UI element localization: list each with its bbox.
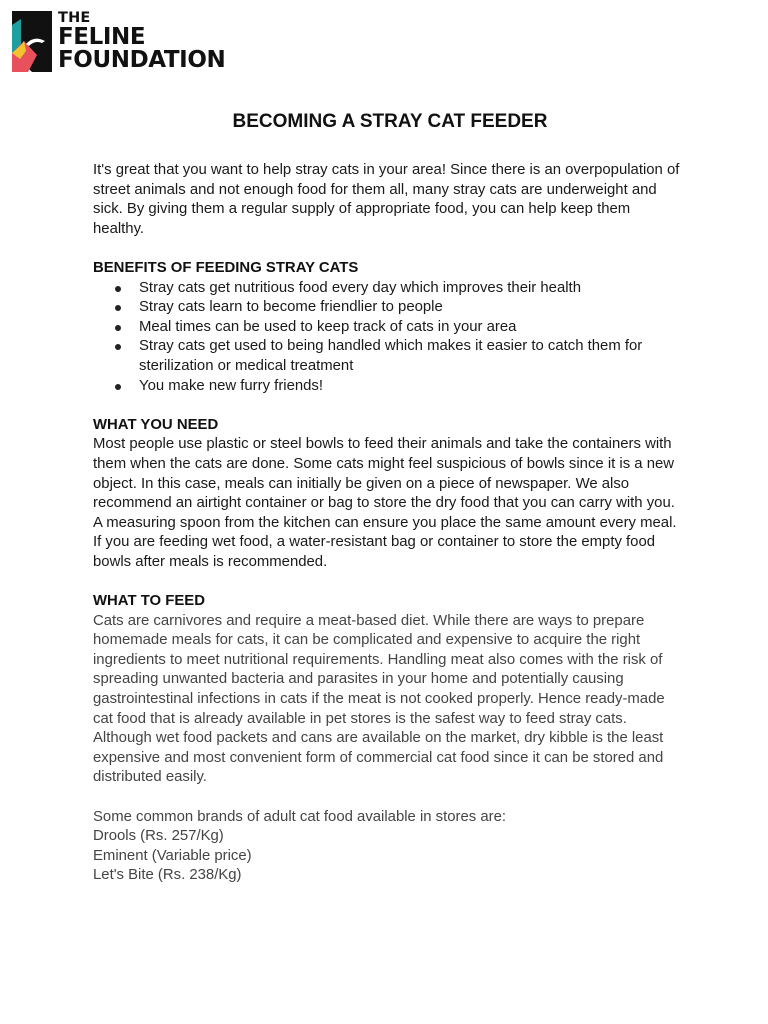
- bullet-icon: [115, 325, 121, 331]
- spacer: [93, 239, 683, 259]
- feline-foundation-logo: [12, 11, 242, 73]
- list-item: [93, 337, 683, 376]
- bullet-icon: [115, 344, 121, 350]
- logo-wordmark: [58, 11, 225, 72]
- list-item: [93, 298, 683, 318]
- list-item-text: Stray cats get nutritious food every day which improves their health: [139, 279, 581, 296]
- bullet-icon: [115, 384, 121, 390]
- benefits-list: [93, 279, 683, 397]
- brands-intro: Some common brands of adult cat food available in stores are:: [93, 808, 507, 825]
- list-item: [93, 318, 683, 338]
- cat-logo-icon: [12, 11, 52, 72]
- what-to-feed-heading: WHAT TO FEED: [93, 593, 205, 610]
- brand-item: Let's Bite (Rs. 238/Kg): [93, 867, 242, 884]
- logo-line-the: THE: [58, 10, 91, 26]
- brands-list: [93, 827, 683, 886]
- what-to-feed-paragraph: Cats are carnivores and require a meat-based diet. While there are ways to prepare homemade meals for cats, it can be complicated and expensive to acquire the right ingredients to meet nutritional requirements. Handling meat also comes with the risk of spreading unwanted bacteria and parasites in your home and potentially causing gastrointestinal infections in cats if the meat is not cooked properly. Hence ready-made cat food that is already available in pet stores is the safest way to feed stray cats. Although wet food packets and cans are available on the market, dry kibble is the least expensive and most convenient form of commercial cat food since it can be stored and distributed easily.: [93, 612, 665, 786]
- list-item: [93, 377, 683, 397]
- brand-item: Eminent (Variable price): [93, 847, 252, 864]
- list-item-text: Meal times can be used to keep track of cats in your area: [139, 318, 517, 335]
- spacer: [93, 396, 683, 416]
- list-item-text: Stray cats get used to being handled which makes it easier to catch them for sterilization or medical treatment: [139, 338, 643, 374]
- bullet-icon: [115, 305, 121, 311]
- list-item-text: Stray cats learn to become friendlier to people: [139, 299, 443, 316]
- logo-line-feline: FELINE: [58, 24, 146, 50]
- what-you-need-paragraph: Most people use plastic or steel bowls to feed their animals and take the containers with them when the cats are done. Some cats might feel suspicious of bowls since it is a new object. In this case, meals can initially be given on a piece of newspaper. We also recommend an airtight container or bag to store the dry food that you can carry with you. A measuring spoon from the kitchen can ensure you place the same amount every meal. If you are feeding wet food, a water-resistant bag or container to store the empty food bowls after meals is recommended.: [93, 436, 677, 570]
- spacer: [93, 788, 683, 808]
- list-item: [93, 279, 683, 299]
- intro-paragraph: It's great that you want to help stray cats in your area! Since there is an overpopulation of street animals and not enough food for them all, many stray cats are underweight and sick. By giving them a regular supply of appropriate food, you can help keep them healthy.: [93, 162, 680, 237]
- document-title: BECOMING A STRAY CAT FEEDER: [232, 111, 548, 132]
- bullet-icon: [115, 286, 121, 292]
- document-body: [93, 109, 683, 886]
- spacer: [93, 572, 683, 592]
- list-item-text: You make new furry friends!: [139, 377, 324, 394]
- benefits-heading: BENEFITS OF FEEDING STRAY CATS: [93, 259, 359, 276]
- brand-item: Drools (Rs. 257/Kg): [93, 828, 224, 845]
- what-you-need-heading: WHAT YOU NEED: [93, 416, 219, 433]
- logo-line-foundation: FOUNDATION: [58, 47, 226, 73]
